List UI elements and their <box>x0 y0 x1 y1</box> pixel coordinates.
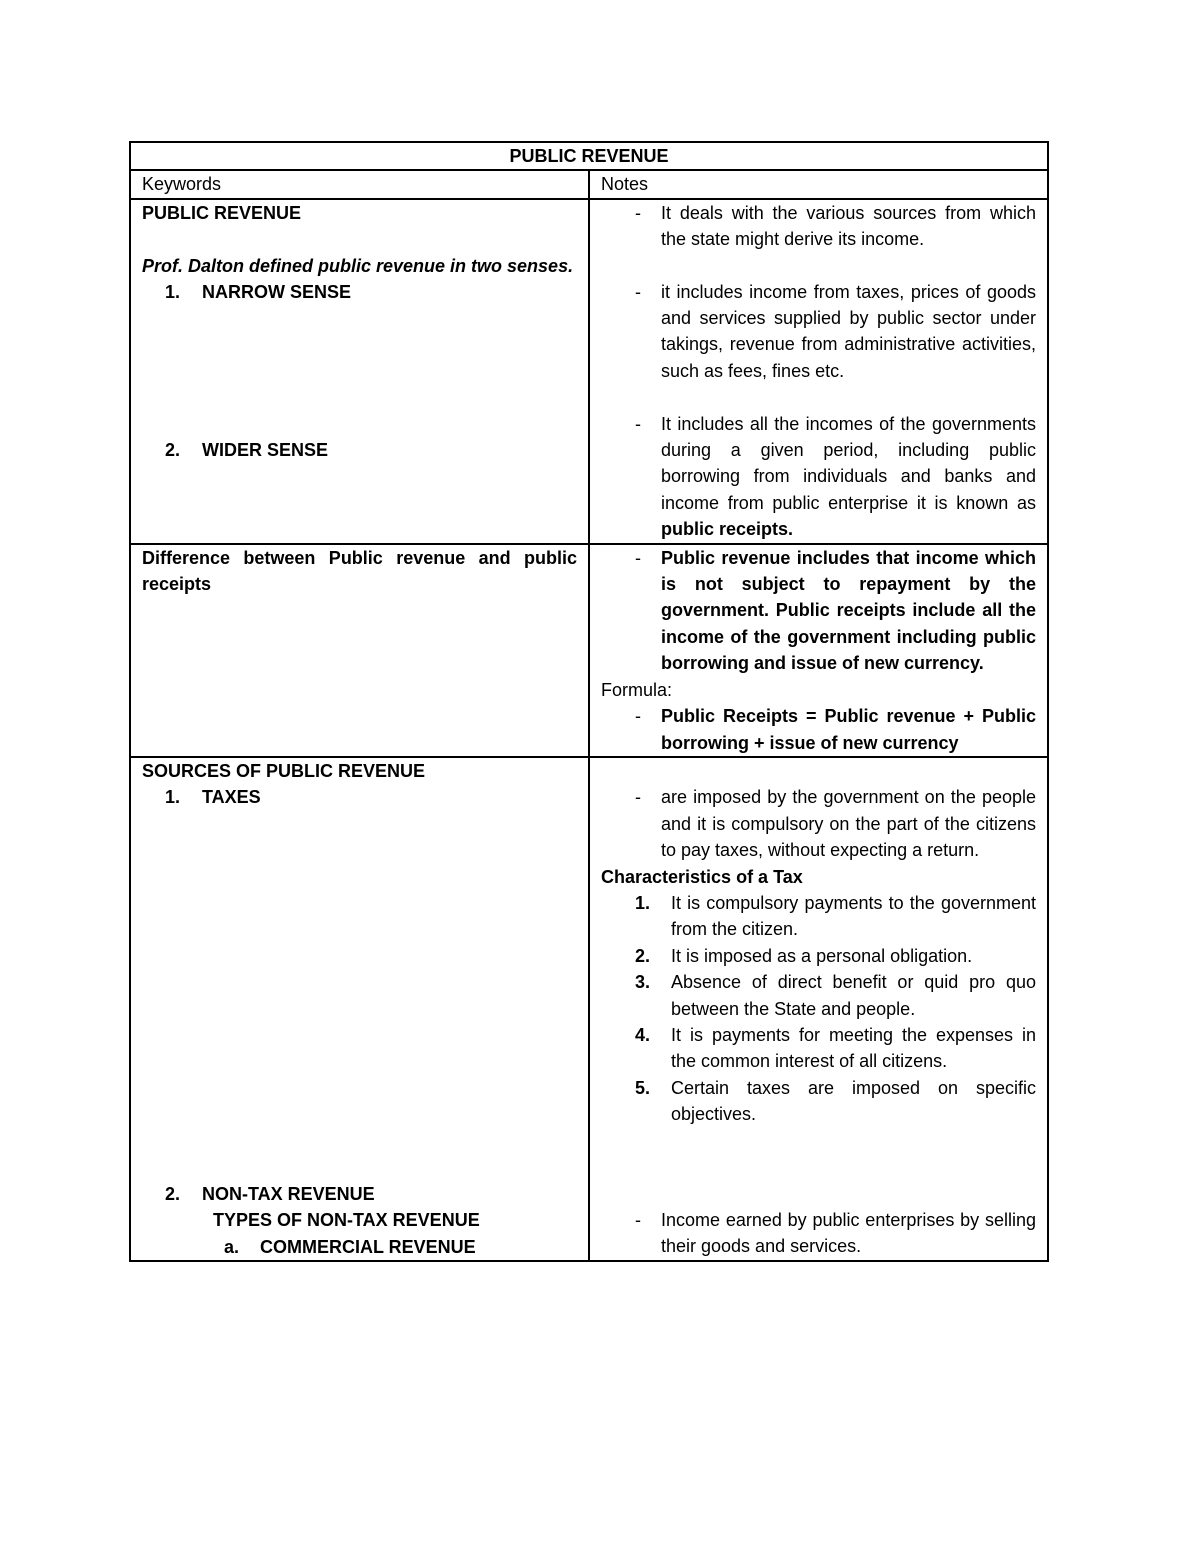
notes-header: Notes <box>589 170 1048 198</box>
note-narrow: it includes income from taxes, prices of goods and services supplied by public sector under takings, revenue from administrative activities, such as fees, fines etc. <box>661 281 1036 381</box>
notes-table <box>129 141 1049 1262</box>
table-row <box>130 757 1048 1261</box>
list-item: a. COMMERCIAL REVENUE <box>224 1234 577 1260</box>
list-item: 1. NARROW SENSE <box>142 279 577 305</box>
sources-heading: SOURCES OF PUBLIC REVENUE <box>142 760 426 781</box>
narrow-sense-label: NARROW SENSE <box>202 282 352 303</box>
list-item: 2. It is imposed as a personal obligation. <box>635 945 973 966</box>
note-intro: It deals with the various sources from which the state might derive its income. <box>661 202 1036 250</box>
commercial-note: Income earned by public enterprises by selling their goods and services. <box>661 1209 1036 1256</box>
notes-cell <box>589 757 1048 1261</box>
nontax-types-label: TYPES OF NON-TAX REVENUE <box>213 1210 480 1231</box>
table-row <box>130 544 1048 757</box>
difference-keyword: Difference between Public revenue and public receipts <box>142 547 577 595</box>
note-item: - are imposed by the government on the people and it is compulsory on the part of the citizens to pay taxes, without expecting a return. <box>601 784 1036 863</box>
keyword-cell <box>130 757 589 1261</box>
keyword-cell <box>130 544 589 757</box>
list-item: 4. It is payments for meeting the expenses in the common interest of all citizens. <box>635 1024 1036 1072</box>
list-item: 1. It is compulsory payments to the government from the citizen. <box>635 892 1036 940</box>
wider-sense-label: WIDER SENSE <box>202 440 329 461</box>
difference-note: Public revenue includes that income which is not subject to repayment by the government. Public receipts include all the income of the government including public borrowing and issue of new currency. <box>661 547 1036 674</box>
note-item: - it includes income from taxes, prices of goods and services supplied by public sector under takings, revenue from administrative activities, such as fees, fines etc. <box>601 279 1036 385</box>
formula-label: Formula: <box>601 679 673 700</box>
dalton-definition: Prof. Dalton defined public revenue in two senses. <box>142 255 574 276</box>
formula-text: Public Receipts = Public revenue + Public borrowing + issue of new currency <box>661 706 1036 753</box>
notes-cell <box>589 544 1048 757</box>
list-item: 5. Certain taxes are imposed on specific objectives. <box>635 1077 1036 1125</box>
note-wider: It includes all the incomes of the governments during a given period, including public borrowing from individuals and banks and income from public enterprise it is known as public receipts. <box>661 413 1036 540</box>
characteristics-title: Characteristics of a Tax <box>601 866 803 887</box>
note-item: - Income earned by public enterprises by selling their goods and services. <box>601 1207 1036 1260</box>
list-item: 1. TAXES <box>142 784 577 810</box>
table-title: PUBLIC REVENUE <box>130 142 1048 170</box>
keyword-heading: PUBLIC REVENUE <box>142 202 302 223</box>
taxes-note: are imposed by the government on the people and it is compulsory on the part of the citizens to pay taxes, without expecting a return. <box>661 787 1036 861</box>
list-item: 2. NON-TAX REVENUE <box>142 1181 577 1207</box>
commercial-label: COMMERCIAL REVENUE <box>260 1236 476 1257</box>
keywords-header: Keywords <box>130 170 589 198</box>
header-row <box>130 170 1048 198</box>
keyword-cell <box>130 199 589 544</box>
note-item: - Public revenue includes that income which is not subject to repayment by the government. Public receipts include all the income of the government including public borrowing and issue of new currency. <box>601 545 1036 677</box>
note-item: - It includes all the incomes of the governments during a given period, including public borrowing from individuals and banks and income from public enterprise it is known as public receipts. <box>601 411 1036 543</box>
table-row <box>130 199 1048 544</box>
note-item: - Public Receipts = Public revenue + Public borrowing + issue of new currency <box>601 703 1036 756</box>
list-item: 3. Absence of direct benefit or quid pro quo between the State and people. <box>635 972 1036 1019</box>
note-item: - It deals with the various sources from which the state might derive its income. <box>601 200 1036 253</box>
notes-cell <box>589 199 1048 544</box>
nontax-label: NON-TAX REVENUE <box>202 1183 375 1204</box>
list-item: 2. WIDER SENSE <box>142 437 577 463</box>
taxes-label: TAXES <box>202 787 261 808</box>
title-row <box>130 142 1048 170</box>
